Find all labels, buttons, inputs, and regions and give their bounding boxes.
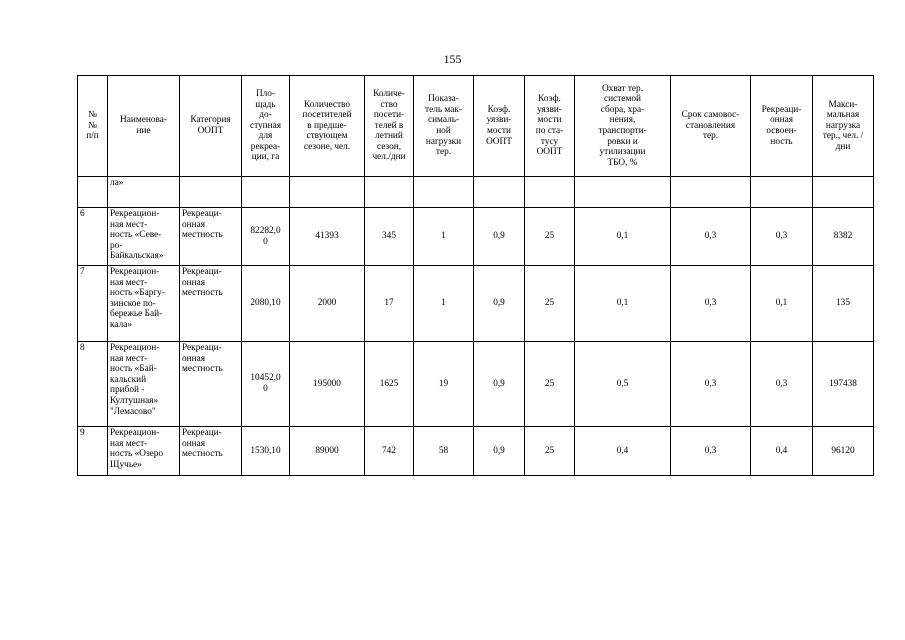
cell-max-load: 96120 [813,427,874,476]
cell-coverage: 0,4 [575,427,671,476]
cell-area [242,177,290,208]
cell-name: Рекреацион- ная мест- ность «Севе- ро- Байкальская» [108,208,180,266]
cell-max-load: 135 [813,266,874,342]
cell-num: 8 [78,342,108,427]
cell-k-vuln: 0,9 [474,266,525,342]
cell-k-status: 25 [525,427,575,476]
cell-area: 2080,10 [242,266,290,342]
cell-name: ла» [108,177,180,208]
cell-recovery: 0,3 [671,266,751,342]
cell-k-status [525,177,575,208]
cell-category: Рекреаци- онная местность [180,342,242,427]
cell-summer: 345 [365,208,414,266]
cell-k-vuln: 0,9 [474,427,525,476]
cell-prev-season [290,177,365,208]
cell-area: 1530,10 [242,427,290,476]
cell-development: 0,1 [751,266,813,342]
page-number: 155 [443,52,462,66]
cell-name: Рекреацион- ная мест- ность «Баргу- зинское по- бережье Бай- кала» [108,266,180,342]
cell-num: 9 [78,427,108,476]
cell-num: 7 [78,266,108,342]
header-area: Пло- щадь до- ступная для рекреа- ции, га [242,76,290,177]
recreation-load-table [77,75,874,476]
header-max-load-index: Показа- тель мак- сималь- ной нагрузки тер. [414,76,474,177]
cell-k-vuln [474,177,525,208]
header-number: № № п/п [78,76,108,177]
cell-k-status: 25 [525,342,575,427]
cell-max-load: 197438 [813,342,874,427]
header-k-vuln: Коэф. уязви- мости ООПТ [474,76,525,177]
cell-prev-season: 89000 [290,427,365,476]
header-k-status: Коэф. уязви- мости по ста- тусу ООПТ [525,76,575,177]
cell-category [180,177,242,208]
table-row [78,342,874,427]
cell-development [751,177,813,208]
cell-recovery: 0,3 [671,208,751,266]
cell-max-load: 8382 [813,208,874,266]
table-row-continuation [78,177,874,208]
table-header-row [78,76,874,177]
cell-coverage [575,177,671,208]
table-row [78,427,874,476]
cell-development: 0,4 [751,427,813,476]
cell-max-load-index: 1 [414,208,474,266]
cell-summer: 17 [365,266,414,342]
cell-coverage: 0,1 [575,208,671,266]
header-summer: Количе- ство посети- телей в летний сезон, чел./дни [365,76,414,177]
table-row [78,208,874,266]
cell-prev-season: 41393 [290,208,365,266]
cell-max-load [813,177,874,208]
cell-k-vuln: 0,9 [474,208,525,266]
cell-max-load-index: 1 [414,266,474,342]
cell-area: 10452,0 0 [242,342,290,427]
cell-development: 0,3 [751,208,813,266]
header-development: Рекреаци- онная освоен- ность [751,76,813,177]
cell-max-load-index: 58 [414,427,474,476]
cell-name: Рекреацион- ная мест- ность «Озеро Щучье» [108,427,180,476]
cell-summer: 1625 [365,342,414,427]
cell-category: Рекреаци- онная местность [180,266,242,342]
cell-k-vuln: 0,9 [474,342,525,427]
cell-recovery: 0,3 [671,427,751,476]
cell-k-status: 25 [525,208,575,266]
table-row [78,266,874,342]
cell-max-load-index: 19 [414,342,474,427]
header-category: Категория ООПТ [180,76,242,177]
cell-k-status: 25 [525,266,575,342]
cell-num [78,177,108,208]
cell-development: 0,3 [751,342,813,427]
cell-coverage: 0,1 [575,266,671,342]
header-recovery: Срок самовос- становления тер. [671,76,751,177]
header-name: Наименова- ние [108,76,180,177]
cell-max-load-index [414,177,474,208]
header-max-load: Макси- мальная нагрузка тер., чел. / дни [813,76,874,177]
cell-summer: 742 [365,427,414,476]
cell-recovery: 0,3 [671,342,751,427]
cell-coverage: 0,5 [575,342,671,427]
header-prev-season: Количество посетителей в предше- ствующем сезоне, чел. [290,76,365,177]
cell-recovery [671,177,751,208]
cell-prev-season: 195000 [290,342,365,427]
cell-name: Рекреацион- ная мест- ность «Бай- кальский прибой - Култушная» "Лемасово" [108,342,180,427]
cell-summer [365,177,414,208]
header-coverage: Охват тер. системой сбора, хра- нения, транспорти- ровки и утилизации ТБО, % [575,76,671,177]
cell-prev-season: 2000 [290,266,365,342]
cell-area: 82282,0 0 [242,208,290,266]
cell-num: 6 [78,208,108,266]
cell-category: Рекреаци- онная местность [180,208,242,266]
cell-category: Рекреаци- онная местность [180,427,242,476]
